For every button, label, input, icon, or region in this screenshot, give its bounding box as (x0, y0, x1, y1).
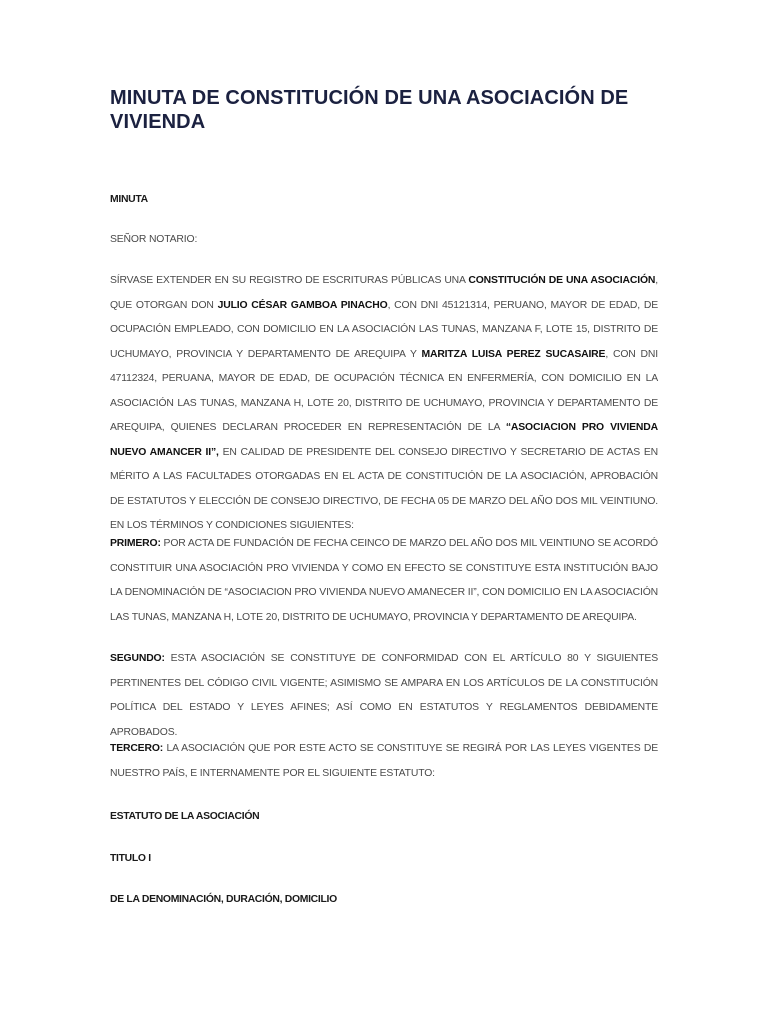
intro-text-4: , CON DNI 47112324, PERUANA, MAYOR DE EDAD, DE OCUPACIÓN TÉCNICA EN ENFERMERÍA, CON DOMICILIO EN LA ASOCIACIÓN LAS TUNAS, MANZANA H, LOTE 20, DISTRITO DE UCHUMAYO, PROVINCIA Y DEPARTAMENTO DE AREQUIPA, QUIENES DECLARAN PROCEDER EN REPRESENTACIÓN DE LA (110, 348, 658, 433)
tercero-paragraph (110, 737, 658, 786)
document-page (110, 0, 658, 905)
intro-text-2: , QUE OTORGAN DON (110, 275, 658, 311)
intro-text-1: SÍRVASE EXTENDER EN SU REGISTRO DE ESCRITURAS PÚBLICAS UNA (110, 275, 469, 286)
titulo-heading: TITULO I (110, 853, 151, 864)
tercero-label: TERCERO: (110, 743, 164, 754)
intro-text-3: , CON DNI 45121314, PERUANO, MAYOR DE EDAD, DE OCUPACIÓN EMPLEADO, CON DOMICILIO EN LA ASOCIACIÓN LAS TUNAS, MANZANA F, LOTE 15, DISTRITO DE UCHUMAYO, PROVINCIA Y DEPARTAMENTO DE AREQUIPA Y (110, 299, 658, 360)
intro-text-5: EN CALIDAD DE PRESIDENTE DEL CONSEJO DIRECTIVO Y SECRETARIO DE ACTAS EN MÉRITO A LAS FACULTADES OTORGADAS EN EL ACTA DE CONSTITUCIÓN DE LA ASOCIACIÓN, APROBACIÓN DE ESTATUTOS Y ELECCIÓN DE CONSEJO DIRECTIVO, DE FECHA 05 DE MARZO DEL AÑO DOS MIL VEINTIUNO. EN LOS TÉRMINOS Y CONDICIONES SIGUIENTES: (110, 446, 658, 531)
intro-bold-maritza: MARITZA LUISA PEREZ SUCASAIRE (421, 348, 606, 360)
estatuto-heading: ESTATUTO DE LA ASOCIACIÓN (110, 811, 260, 822)
intro-paragraph (110, 269, 658, 539)
primero-paragraph (110, 532, 658, 630)
salutation: SEÑOR NOTARIO: (110, 234, 198, 245)
tercero-text: LA ASOCIACIÓN QUE POR ESTE ACTO SE CONSTITUYE SE REGIRÁ POR LAS LEYES VIGENTES DE NUESTRO PAÍS, E INTERNAMENTE POR EL SIGUIENTE ESTATUTO: (110, 743, 658, 779)
minuta-heading: MINUTA (110, 194, 148, 205)
intro-bold-asociacion: “ASOCIACION PRO VIVIENDA NUEVO AMANCER II”, (110, 422, 658, 458)
primero-label: PRIMERO: (110, 538, 161, 549)
document-title: MINUTA DE CONSTITUCIÓN DE UNA ASOCIACIÓN DE VIVIENDA (110, 87, 629, 133)
intro-bold-constitucion: CONSTITUCIÓN DE UNA ASOCIACIÓN (468, 275, 656, 286)
segundo-label: SEGUNDO: (110, 653, 165, 664)
intro-bold-julio: JULIO CÉSAR GAMBOA PINACHO (217, 299, 388, 311)
denominacion-heading: DE LA DENOMINACIÓN, DURACIÓN, DOMICILIO (110, 894, 337, 905)
segundo-paragraph (110, 647, 658, 745)
segundo-text: ESTA ASOCIACIÓN SE CONSTITUYE DE CONFORMIDAD CON EL ARTÍCULO 80 Y SIGUIENTES PERTINENTES DEL CÓDIGO CIVIL VIGENTE; ASIMISMO SE AMPARA EN LOS ARTÍCULOS DE LA CONSTITUCIÓN POLÍTICA DEL ESTADO Y LEYES AFINES; ASÍ COMO EN ESTATUTOS Y REGLAMENTOS DEBIDAMENTE APROBADOS. (110, 653, 658, 738)
primero-text: POR ACTA DE FUNDACIÓN DE FECHA CEINCO DE MARZO DEL AÑO DOS MIL VEINTIUNO SE ACORDÓ CONSTITUIR UNA ASOCIACIÓN PRO VIVIENDA Y COMO EN EFECTO SE CONSTITUYE ESTA INSTITUCIÓN BAJO LA DENOMINACIÓN DE “ASOCIACION PRO VIVIENDA NUEVO AMANECER II”, CON DOMICILIO EN LA ASOCIACIÓN LAS TUNAS, MANZANA H, LOTE 20, DISTRITO DE UCHUMAYO, PROVINCIA Y DEPARTAMENTO DE AREQUIPA. (110, 538, 658, 623)
